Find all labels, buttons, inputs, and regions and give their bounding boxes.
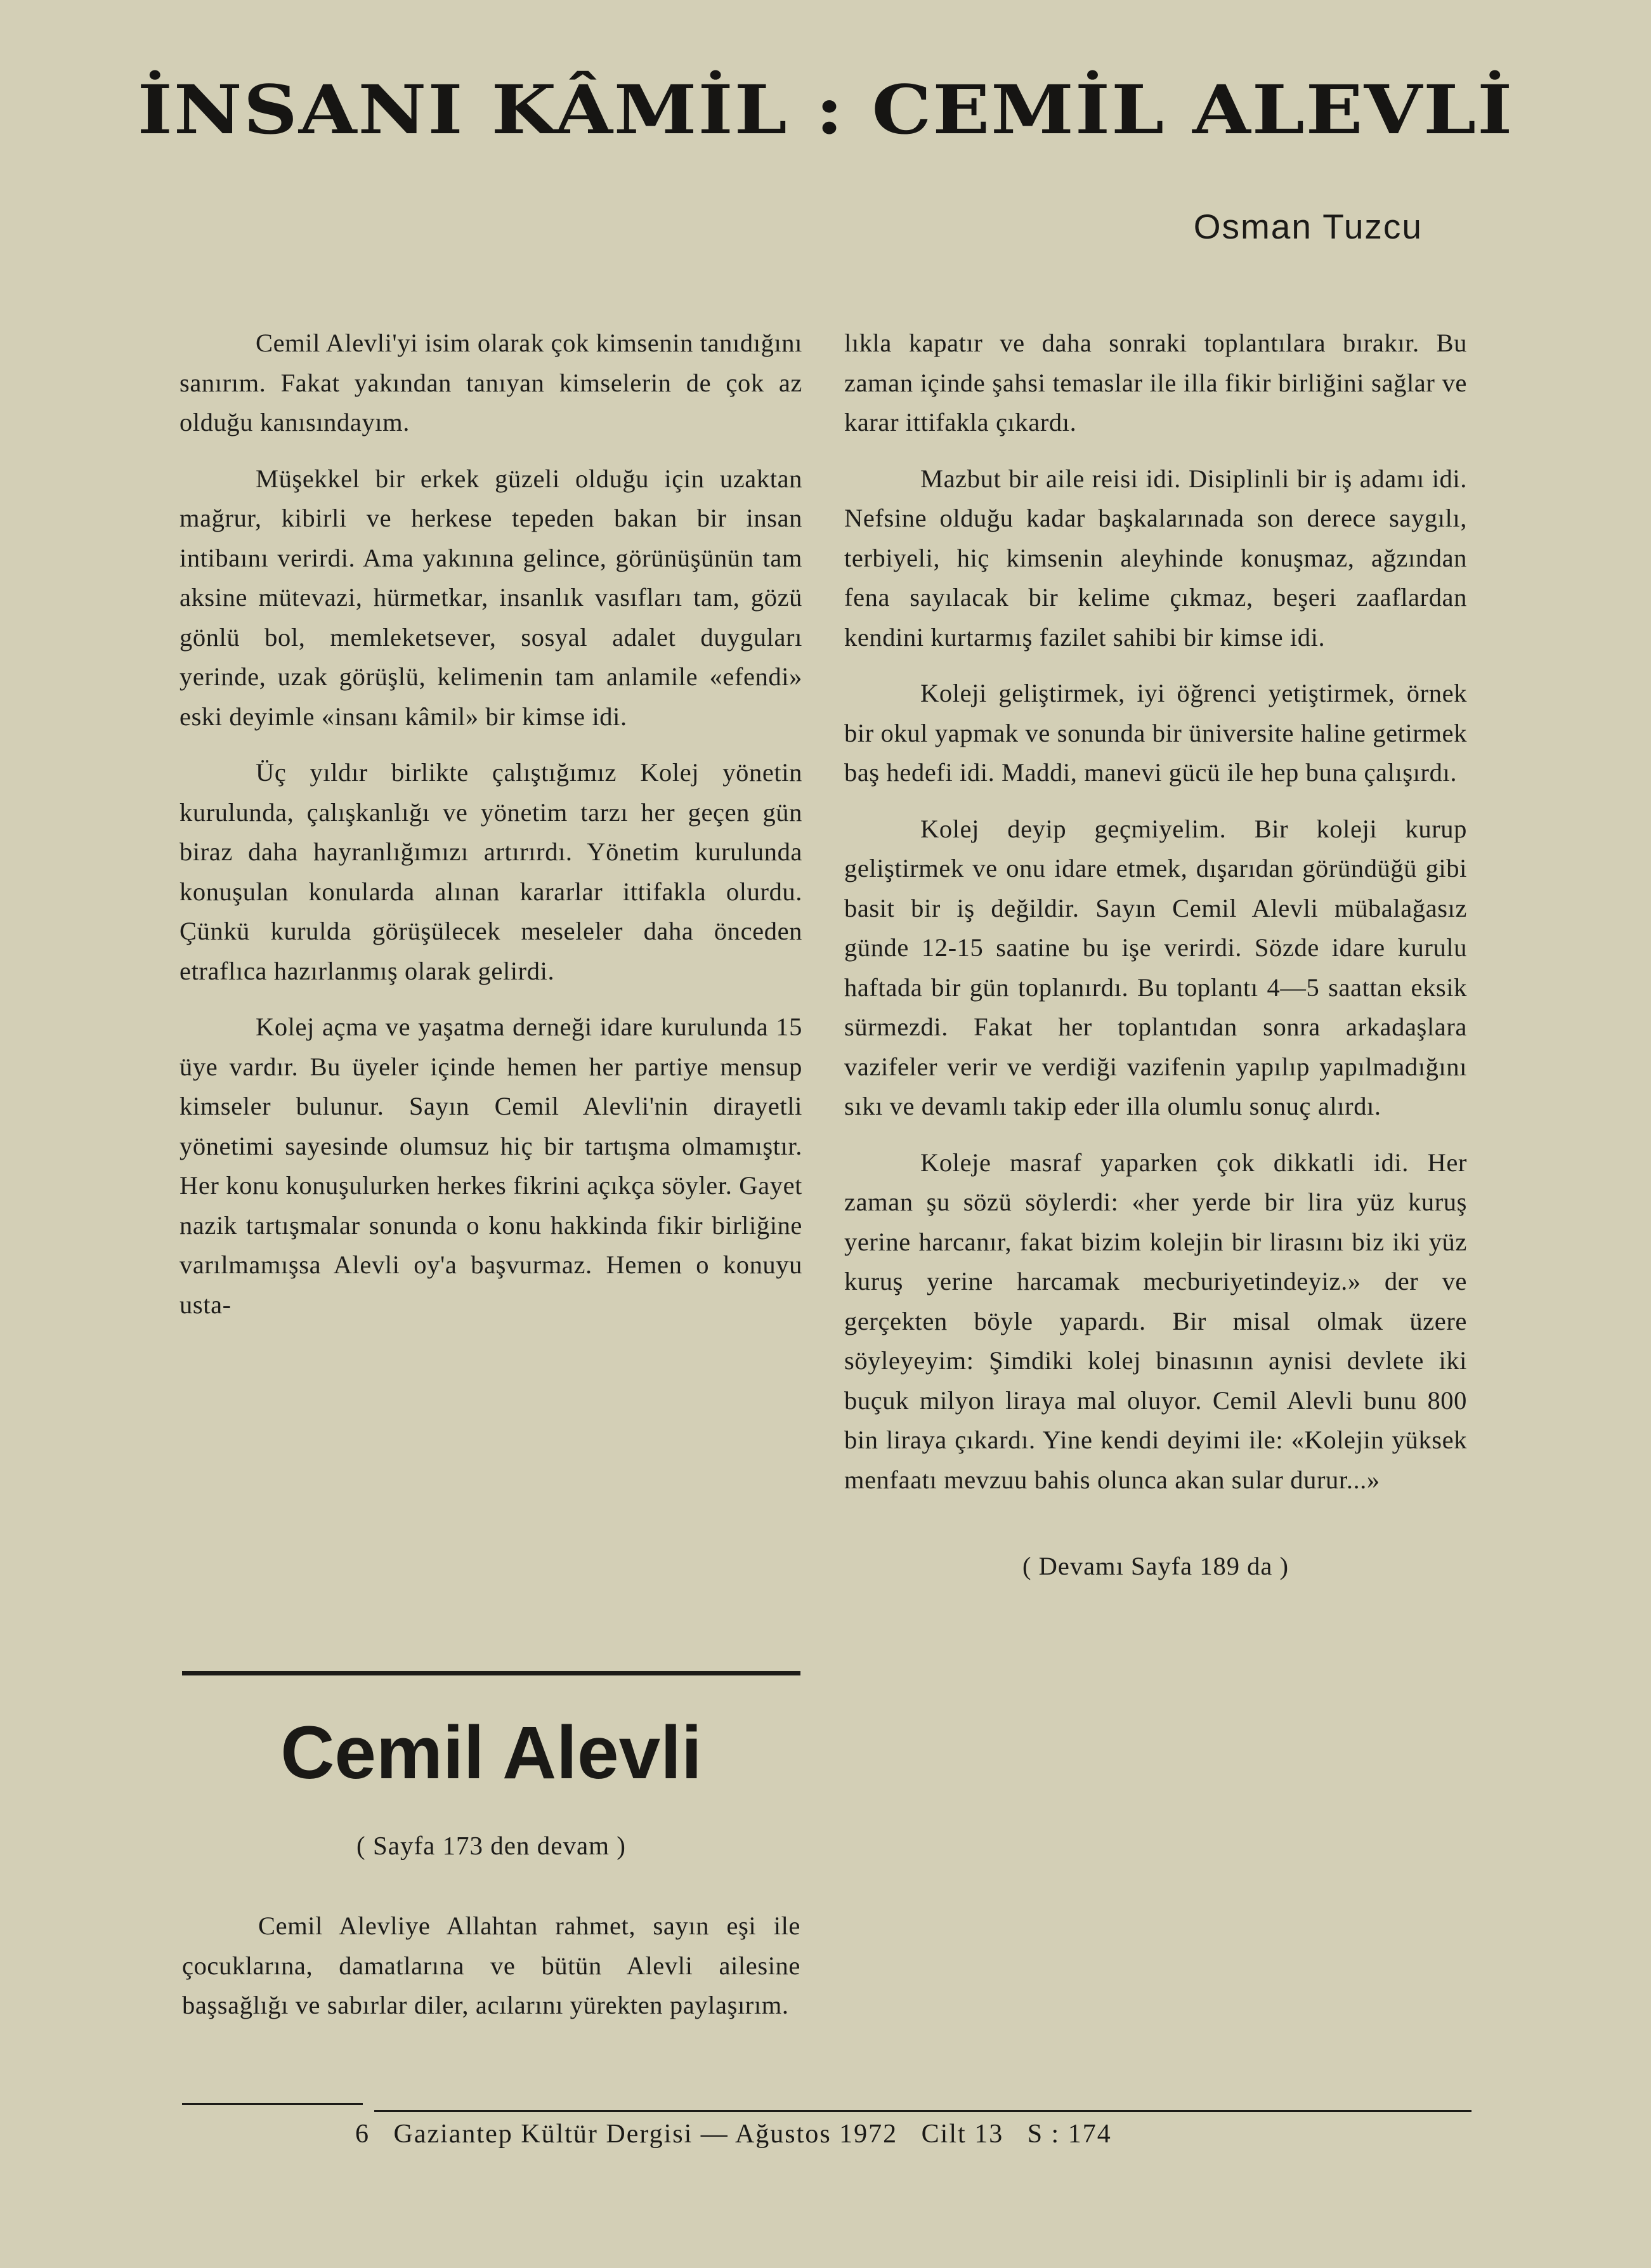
page-footer [355, 2119, 1112, 2149]
continued-note: ( Devamı Sayfa 189 da ) [1022, 1552, 1289, 1580]
notice-title: Cemil Alevli [280, 1711, 702, 1795]
divider [182, 1671, 800, 1675]
notice-text: Cemil Alevliye Allahtan rahmet, sayın eşi ile çocuklarına, damatlarına ve bütün Alevli ailesine başsağlığı ve sabırlar diler, acılarını yürekten paylaşırım. [182, 1911, 800, 2019]
paragraph: Mazbut bir aile reisi idi. Disiplinli bir iş adamı idi. Nefsine olduğu kadar başkalarınada son derece saygılı, terbiyeli, hiç kimsenin aleyhinde konuşmaz, ağzından fena sayılacak bir kelime çıkmaz, beşeri zaaflardan kendini kurtarmış fazilet sahibi bir kimse idi. [844, 464, 1467, 652]
divider [374, 2110, 1472, 2112]
paragraph: Koleje masraf yaparken çok dikkatli idi. Her zaman şu sözü söylerdi: «her yerde bir lira yüz kuruş yerine harcanır, fakat bizim kolejin bir lirasını biz iki yüz kuruş yerine harcamak mecburiyetindeyiz.» der ve gerçekten böyle yapardı. Bir misal olmak üzere söyleyeyim: Şimdiki kolej binasının aynisi devlete iki buçuk milyon liraya mal oluyor. Cemil Alevli bunu 800 bin liraya çıkardı. Yine kendi deyimi ile: «Kolejin yüksek menfaatı mevzuu bahis olunca akan sular durur...» [844, 1148, 1467, 1494]
paragraph: Kolej deyip geçmiyelim. Bir koleji kurup geliştirmek ve onu idare etmek, dışarıdan göründüğü gibi basit bir iş değildir. Sayın Cemil Alevli mübalağasız günde 12-15 saatine bu işe verirdi. Sözde idare kurulu haftada bir gün toplanırdı. Bu toplantı 4—5 saattan eksik sürmezdi. Fakat her toplantıdan sonra arkadaşlara vazifeler verir ve verdiği vazifenin yapılıp yapılmadığını sıkı ve devamlı takip eder illa olumlu sonuç alırdı. [844, 814, 1467, 1120]
left-column [179, 324, 802, 1341]
paragraph: lıkla kapatır ve daha sonraki toplantılara bırakır. Bu zaman içinde şahsi temaslar ile illa fikir birliğini sağlar ve karar ittifakla çıkardı. [844, 329, 1467, 436]
paragraph: Kolej açma ve yaşatma derneği idare kurulunda 15 üye vardır. Bu üyeler içinde hemen her partiye mensup kimseler bulunur. Sayın Cemil Alevli'nin dirayetli yönetimi sayesinde olumsuz hiç bir tartışma olmamıştır. Her konu konuşulurken herkes fikrini açıkça söyler. Gayet nazik tartışmalar sonunda o konu hakkinda fikir birliğine varılmamışsa Alevli oy'a başvurmaz. Hemen o konuyu usta- [179, 1013, 802, 1319]
page-number: 6 [355, 2120, 370, 2149]
footer-separator: — [700, 2120, 729, 2149]
paragraph: Üç yıldır birlikte çalıştığımız Kolej yönetin kurulunda, çalışkanlığı ve yönetim tarzı her geçen gün biraz daha hayranlığımızı artırırdı. Yönetim kurulunda konuşulan konularda alınan kararlar ittifakla olurdu. Çünkü kurulda görüşülecek meseleler daha önceden etraflıca hazırlanmış olarak gelirdi. [179, 758, 802, 985]
article-title: İNSANI KÂMİL : CEMİL ALEVLİ [137, 70, 1514, 150]
magazine-name: Gaziantep Kültür Dergisi [393, 2120, 693, 2149]
right-column [844, 324, 1467, 1603]
paragraph: Cemil Alevli'yi isim olarak çok kimsenin tanıdığını sanırım. Fakat yakından tanıyan kimselerin de çok az olduğu kanısındayım. [179, 329, 802, 436]
volume: Cilt 13 [921, 2120, 1004, 2149]
issue-number: S : 174 [1027, 2120, 1112, 2149]
issue-date: Ağustos 1972 [734, 2120, 898, 2149]
paragraph: Koleji geliştirmek, iyi öğrenci yetiştirmek, örnek bir okul yapmak ve sonunda bir üniversite haline getirmek baş hedefi idi. Maddi, manevi gücü ile hep buna çalışırdı. [844, 679, 1467, 787]
paragraph: Müşekkel bir erkek güzeli olduğu için uzaktan mağrur, kibirli ve herkese tepeden bakan bir insan intibaını verirdi. Ama yakınına gelince, görünüşünün tam aksine mütevazi, hürmetkar, insanlık vasıfları tam, gözü gönlü bol, memleketsever, sosyal adalet duyguları yerinde, uzak görüşlü, kelimenin tam anlamile «efendi» eski deyimle «insanı kâmil» bir kimse idi. [179, 464, 802, 731]
divider [182, 2103, 363, 2105]
author-name: Osman Tuzcu [1193, 207, 1423, 246]
notice-reference: ( Sayfa 173 den devam ) [356, 1831, 626, 1860]
